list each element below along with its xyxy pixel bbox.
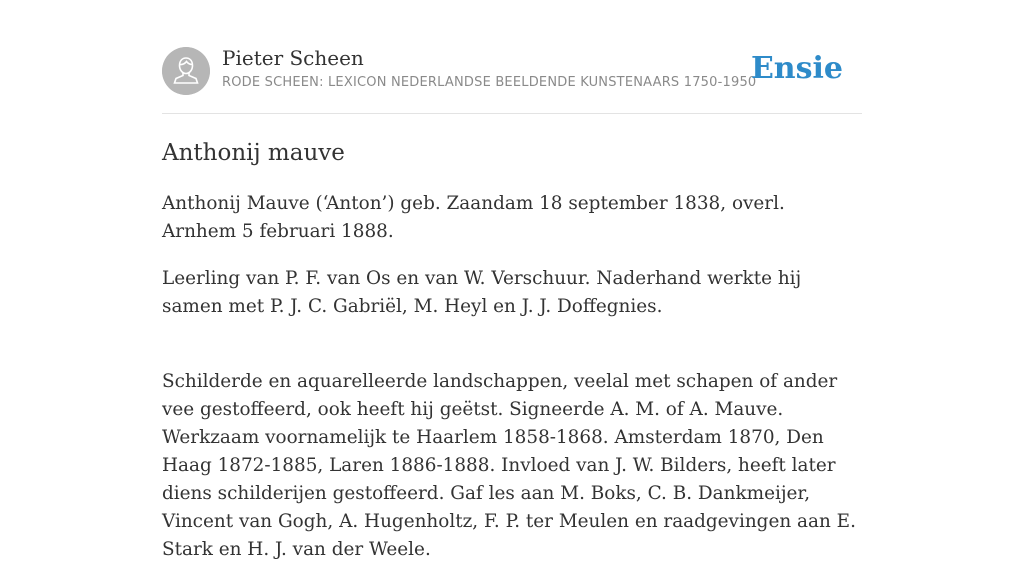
page-title: Anthonij mauve [162,140,345,166]
paragraph-gap [162,340,862,368]
article-header [162,0,862,114]
author-name[interactable]: Pieter Scheen [222,46,364,70]
article-page [162,0,862,560]
paragraph-work: Schilderde en aquarelleerde landschappen, veelal met schapen of ander vee gestoffeerd, ook heeft hij geëtst. Signeerde A. M. of A. Mauve. Werkzaam voornamelijk te Haarlem 1858-1868. Amsterdam 1870, Den Haag 1872-1885, Laren 1886-1888. Invloed van J. W. Bilders, heeft later diens schilderijen gestoffeerd. Gaf les aan M. Boks, C. B. Dankmeijer, Vincent van Gogh, A. Hugenholtz, F. P. ter Meulen en raadgevingen aan E. Stark en H. J. van der Weele. [162,371,856,560]
user-silhouette-icon[interactable] [162,47,210,95]
ensie-logo[interactable]: Ensie [750,51,843,86]
source-title[interactable]: RODE SCHEEN: LEXICON NEDERLANDSE BEELDENDE KUNSTENAARS 1750-1950 [222,75,757,90]
article-body [162,190,862,583]
paragraph-training: Leerling van P. F. van Os en van W. Verschuur. Naderhand werkte hij samen met P. J. C. Gabriël, M. Heyl en J. J. Doffegnies. [162,268,802,317]
paragraph-birth-death: Anthonij Mauve (‘Anton’) geb. Zaandam 18 september 1838, overl. Arnhem 5 februari 1888. [162,193,785,242]
